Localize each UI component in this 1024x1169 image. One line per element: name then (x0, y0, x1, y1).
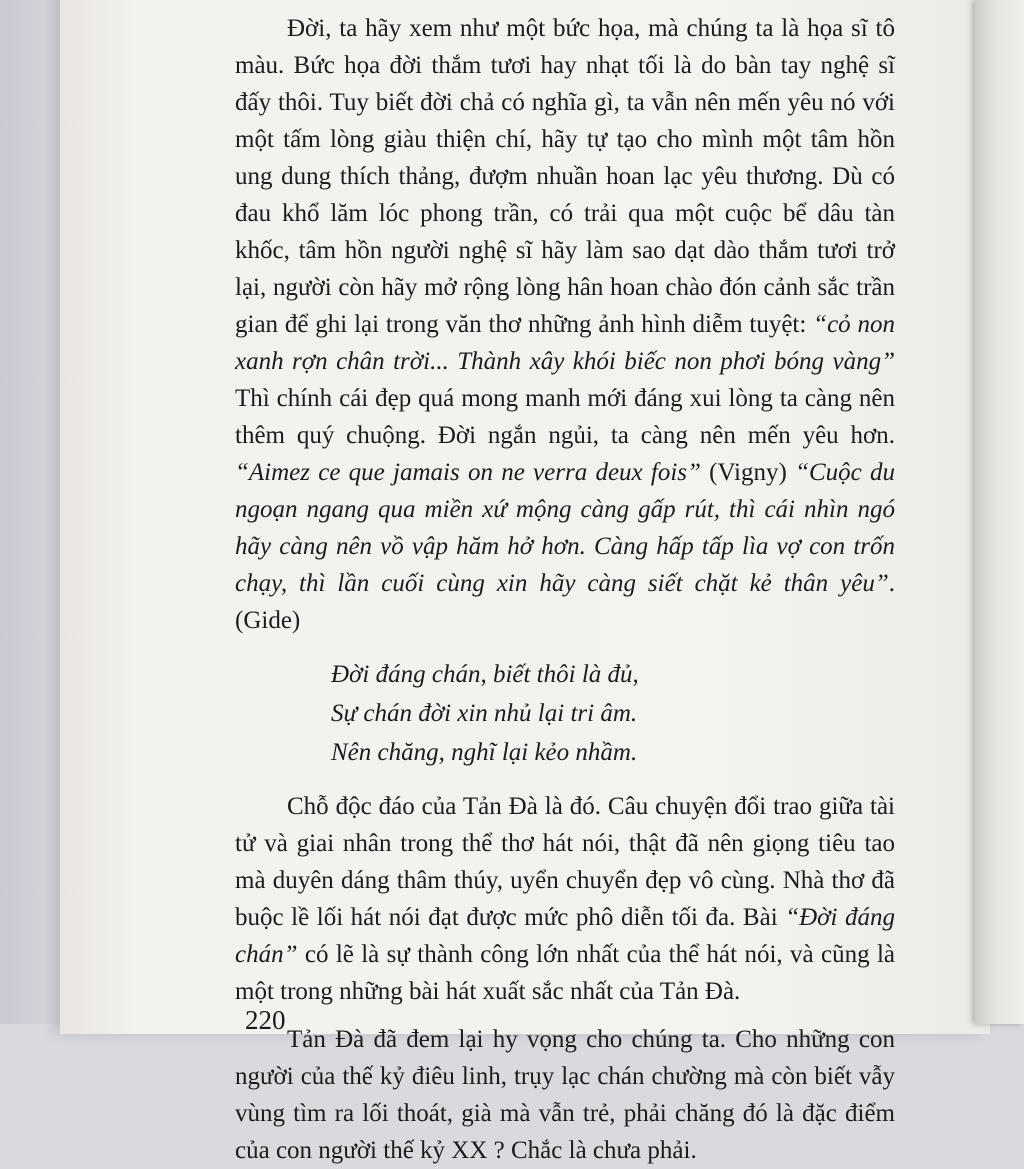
page-text (235, 10, 895, 1169)
next-page-edge (975, 0, 1024, 1024)
verse-block (331, 655, 895, 772)
text-run: Chỗ độc đáo của Tản Đà là đó. Câu chuyện đổi trao giữa tài tử và giai nhân trong thể thơ hát nói, thật đã nên giọng tiêu tao mà duyên dáng thâm thúy, uyển chuyển đẹp vô cùng. Nhà thơ đã buộc lề lối hát nói đạt được mức phô diễn tối đa. Bài (235, 793, 895, 931)
italic-quote: “Cuộc du ngoạn ngang qua miền xứ mộng càng gấp rút, thì cái nhìn ngó hãy càng nên vồ vập hăm hở hơn. Càng hấp tấp lìa vợ con trốn chạy, thì lần cuối cùng xin hãy càng siết chặt kẻ thân yêu” (235, 459, 895, 597)
text-run: Tản Đà đã đem lại hy vọng cho chúng ta. Cho những con người của thế kỷ điêu linh, trụy lạc chán chường mà còn biết vẫy vùng tìm ra lối thoát, già mà vẫn trẻ, phải chăng đó là đặc điểm của con người thế kỷ XX ? Chắc là chưa phải. (235, 1026, 895, 1164)
verse-line: Đời đáng chán, biết thôi là đủ, (331, 661, 639, 688)
italic-quote: “Đời đáng chán” (235, 904, 896, 968)
text-run: Đời, ta hãy xem như một bức họa, mà chúng ta là họa sĩ tô màu. Bức họa đời thắm tươi hay nhạt tối là do bàn tay nghệ sĩ đấy thôi. Tuy biết đời chả có nghĩa gì, ta vẫn nên mến yêu nó với một tấm lòng giàu thiện chí, hãy tự tạo cho mình một tâm hồn ung dung thích thảng, đượm nhuần hoan lạc yêu thương. Dù có đau khổ lăm lóc phong trần, có trải qua một cuộc bể dâu tàn khốc, tâm hồn người nghệ sĩ hãy làm sao dạt dào thắm tươi trở lại, người còn hãy mở rộng lòng hân hoan chào đón cảnh sắc trần gian để ghi lại trong văn thơ những ảnh hình diễm tuyệt: (235, 15, 895, 338)
italic-quote: “cỏ non xanh rợn chân trời... Thành xây khói biếc non phơi bóng vàng” (235, 311, 896, 375)
text-run: có lẽ là sự thành công lớn nhất của thể hát nói, và cũng là một trong những bài hát xuất sắc nhất của Tản Đà. (235, 941, 895, 1005)
paragraph (235, 1021, 895, 1169)
paragraph-group-top (235, 10, 895, 639)
text-run: . (Gide) (235, 570, 895, 634)
paragraph (235, 10, 895, 639)
verse-line: Sự chán đời xin nhủ lại tri âm. (331, 700, 638, 727)
page-number: 220 (245, 1005, 286, 1035)
verse-line: Nên chăng, nghĩ lại kẻo nhầm. (331, 739, 638, 766)
text-run: (Vigny) (700, 459, 796, 486)
text-run: Thì chính cái đẹp quá mong manh mới đáng xui lòng ta càng nên thêm quý chuộng. Đời ngắn ngủi, ta càng nên mến yêu hơn. (235, 385, 895, 449)
paragraph-group-bottom (235, 788, 895, 1169)
paragraph (235, 788, 895, 1010)
italic-quote: “Aimez ce que jamais on ne verra deux fois” (235, 459, 701, 486)
